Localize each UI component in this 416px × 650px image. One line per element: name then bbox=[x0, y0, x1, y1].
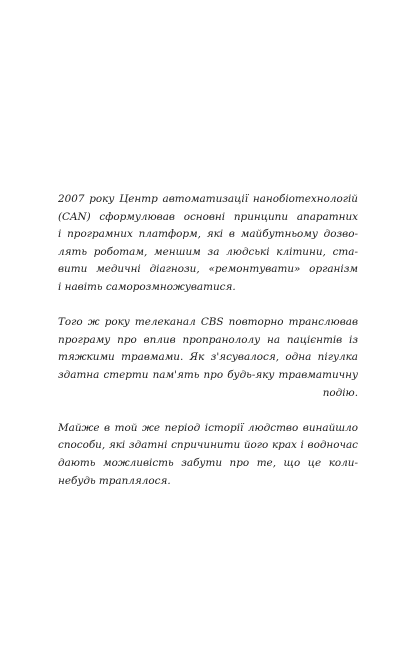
text-line: Того ж року телеканал CBS повторно транслював bbox=[58, 316, 358, 329]
paragraph-2 bbox=[58, 314, 358, 402]
paragraph-3 bbox=[58, 420, 358, 490]
body-text bbox=[58, 191, 358, 490]
text-line: і програмних платформ, які в майбутньому дозво- bbox=[58, 228, 358, 241]
paragraph-spacer bbox=[58, 402, 358, 420]
text-line: здатна стерти пам'ять про будь-яку травматичну bbox=[58, 368, 358, 381]
text-line: вити медичні діагнози, «ремонтувати» організм bbox=[58, 263, 358, 276]
text-line: програму про вплив пропранололу на пацієнтів із bbox=[58, 333, 358, 346]
text-line: Майже в той же період історії людство винайшло bbox=[58, 421, 358, 434]
text-line: небудь траплялося. bbox=[58, 474, 171, 487]
text-line: дають можливість забути про те, що це коли- bbox=[58, 456, 358, 469]
text-line: і навіть саморозмножуватися. bbox=[58, 280, 236, 293]
text-line: тяжкими травмами. Як з'ясувалося, одна пігулка bbox=[58, 351, 358, 364]
text-line: лять роботам, меншим за людські клітини, ста- bbox=[58, 245, 358, 258]
text-line: (CAN) сформулював основні принципи апаратних bbox=[58, 210, 358, 223]
paragraph-1 bbox=[58, 191, 358, 297]
text-line: 2007 року Центр автоматизації нанобіотехнологій bbox=[58, 193, 358, 205]
text-line: подію. bbox=[322, 386, 358, 399]
text-line: способи, які здатні спричинити його крах і водночас bbox=[58, 439, 358, 452]
paragraph-spacer bbox=[58, 297, 358, 315]
